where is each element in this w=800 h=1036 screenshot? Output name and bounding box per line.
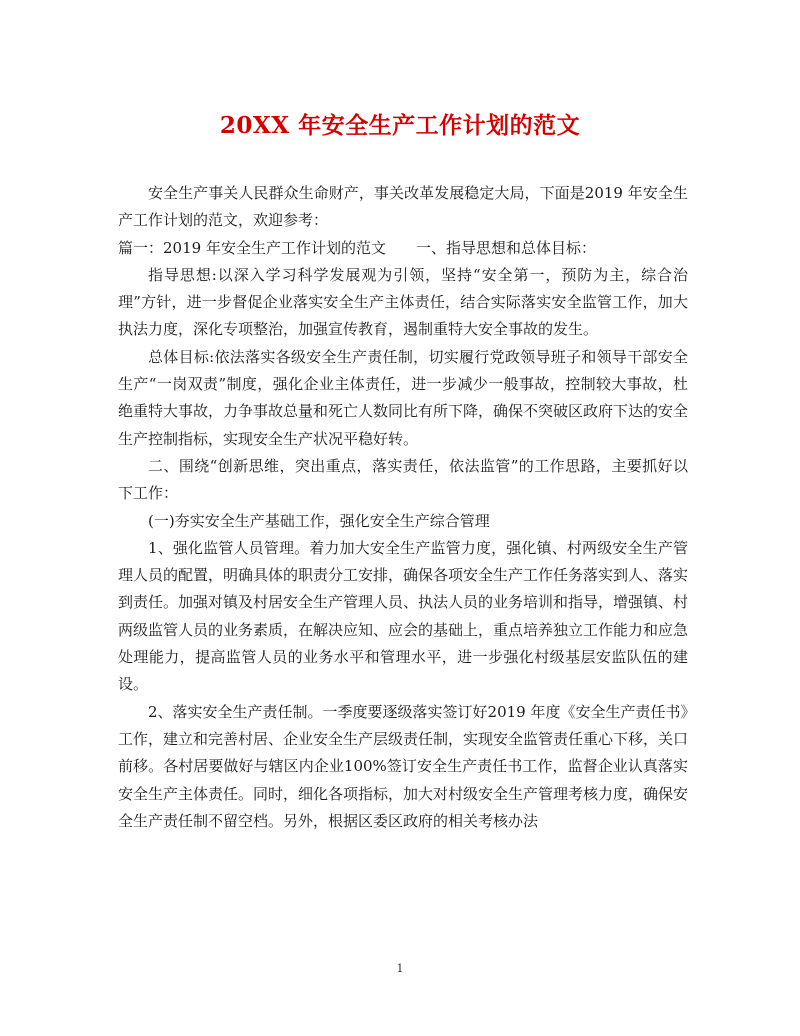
chapter-line (118, 235, 688, 262)
document-title: 20XX 年安全生产工作计划的范文 (219, 112, 581, 139)
section-heading-2: 二、围绕“创新思维，突出重点，落实责任，依法监管”的工作思路，主要抓好以下工作： (118, 456, 688, 503)
overall-goal-paragraph: 总体目标:依法落实各级安全生产责任制，切实履行党政领导班子和领导干部安全生产“一岗双责”制度，强化企业主体责任，进一步减少一般事故，控制较大事故，杜绝重特大事故，力争事故总量和死亡人数同比有所下降，确保不突破区政府下达的安全生产控制指标，实现安全生产状况平稳好转。 (118, 347, 689, 448)
item-1-paragraph: 1、强化监管人员管理。着力加大安全生产监管力度，强化镇、村两级安全生产管理人员的配置，明确具体的职责分工安排，确保各项安全生产工作任务落实到人、落实到责任。加强对镇及村居安全生产管理人员、执法人员的业务培训和指导，增强镇、村两级监管人员的业务素质，在解决应知、应会的基础上，重点培养独立工作能力和应急处理能力，提高监管人员的业务水平和管理水平，进一步强化村级基层安监队伍的建设。 (118, 538, 689, 694)
guiding-thought-paragraph: 指导思想:以深入学习科学发展观为引领，坚持“安全第一，预防为主，综合治理”方针，进一步督促企业落实安全生产主体责任，结合实际落实安全监管工作，加大执法力度，深化专项整治，加强宣传教育，遏制重特大安全事故的发生。 (118, 265, 688, 339)
section-heading-1: 一、指导思想和总体目标： (415, 238, 596, 257)
subsection-heading-1: (一)夯实安全生产基础工作，强化安全生产综合管理 (148, 511, 490, 530)
intro-paragraph: 安全生产事关人民群众生命财产，事关改革发展稳定大局，下面是2019 年安全生产工作计划的范文，欢迎参考： (118, 184, 688, 230)
document-body (118, 180, 688, 835)
chapter-title: 篇一：2019 年安全生产工作计划的范文 (118, 238, 386, 257)
page-number: 1 (396, 962, 404, 975)
item-2-paragraph: 2、落实安全生产责任制。一季度要逐级落实签订好2019 年度《安全生产责任书》工作，建立和完善村居、企业安全生产层级责任制，实现安全监管责任重心下移，关口前移。各村居要做好与辖区内企业100%签订安全生产责任书工作，监督企业认真落实安全生产主体责任。同时，细化各项指标，加大对村级安全生产管理考核力度，确保安全生产责任制不留空档。另外，根据区委区政府的相关考核办法 (118, 702, 689, 830)
